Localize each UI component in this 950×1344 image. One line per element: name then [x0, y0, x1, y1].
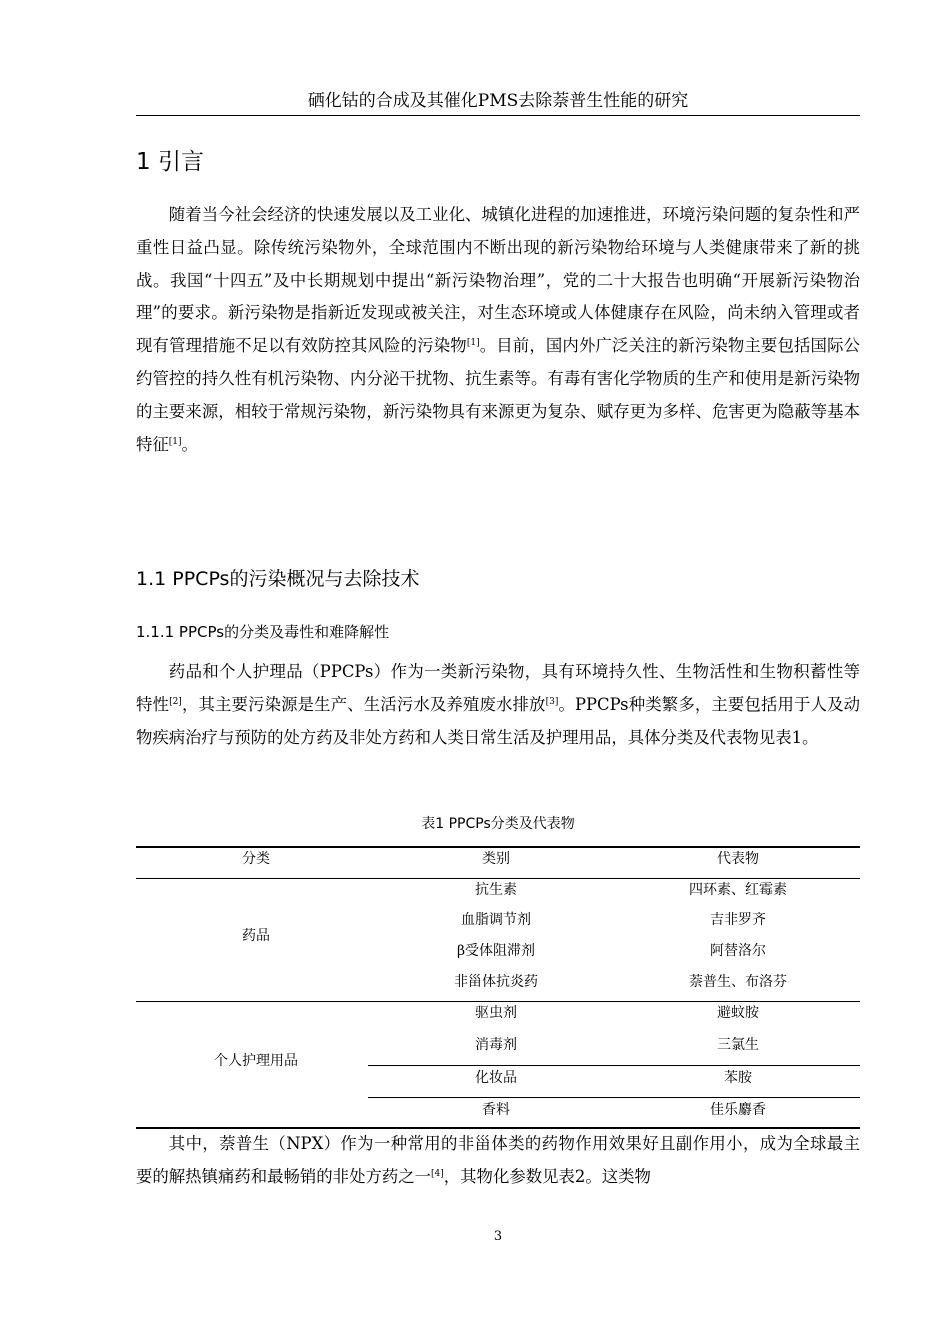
table-cell: 阿替洛尔 [710, 943, 766, 959]
ppcps-classification-table [136, 846, 860, 1128]
page-number: 3 [493, 1229, 503, 1244]
table-header-cell: 代表物 [717, 851, 759, 867]
table-cell: β受体阻滞剂 [456, 943, 536, 959]
table-cell: 萘普生、布洛芬 [689, 974, 787, 990]
section-heading-ppcps-overview: 1.1 PPCPs的污染概况与去除技术 [136, 568, 420, 590]
intro-text-2: 。目前，国内外广泛关注的新污染物主要包括国际公约管控的持久性有机污染物、内分泌干扰物、抗生素等。有毒有害化学物质的生产和使用是新污染物的主要来源，相较于常规污染物，新污染物具有来源更为复杂、赋存更为多样、危害更为隐蔽等基本特征 [136, 336, 861, 454]
ppcps-text-2: ，其主要污染源是生产、生活污水及养殖废水排放 [181, 694, 546, 714]
table-group-rule [136, 1001, 860, 1002]
table-cell: 吉非罗齐 [710, 912, 766, 928]
intro-text-3: 。 [181, 434, 198, 454]
table-caption: 表1 PPCPs分类及代表物 [421, 816, 575, 832]
table-group-label: 药品 [242, 928, 270, 944]
table-cell: 苯胺 [724, 1070, 752, 1086]
section-heading-introduction: 1 引言 [136, 149, 204, 175]
intro-paragraph [136, 199, 860, 461]
intro-text-1: 随着当今社会经济的快速发展以及工业化、城镇化进程的加速推进，环境污染问题的复杂性和严重性日益凸显。除传统污染物外，全球范围内不断出现的新污染物给环境与人类健康带来了新的挑战。我国“十四五”及中长期规划中提出“新污染物治理”，党的二十大报告也明确“开展新污染物治理”的要求。新污染物是指新近发现或被关注，对生态环境或人体健康存在风险，尚未纳入管理或者现有管理措施不足以有效防控其风险的污染物 [136, 205, 860, 356]
table-subgroup-rule [368, 1065, 860, 1066]
table-cell: 佳乐麝香 [710, 1102, 766, 1118]
table-cell: 四环素、红霉素 [689, 882, 787, 898]
table-header-cell: 类别 [482, 851, 510, 867]
table-header-cell: 分类 [242, 851, 270, 867]
table-cell: 避蚊胺 [717, 1005, 759, 1021]
subsection-heading-ppcps-classification: 1.1.1 PPCPs的分类及毒性和难降解性 [136, 623, 390, 641]
citation-ref: [2] [169, 696, 182, 707]
table-cell: 化妆品 [475, 1070, 517, 1086]
ppcps-text-3: 。PPCPs种类繁多，主要包括用于人及动物疾病治疗与预防的处方药及非处方药和人类日常生活及护理用品，具体分类及代表物见表1。 [136, 694, 860, 747]
table-top-rule [136, 846, 860, 848]
naproxen-text-2: ，其物化参数见表2。这类物 [443, 1166, 651, 1186]
running-header: 硒化钴的合成及其催化PMS去除萘普生性能的研究 [307, 91, 689, 111]
table-group-label: 个人护理用品 [214, 1053, 298, 1069]
naproxen-text-1: 其中，萘普生（NPX）作为一种常用的非甾体类的药物作用效果好且副作用小，成为全球最主要的解热镇痛药和最畅销的非处方药之一 [136, 1134, 860, 1186]
header-rule [136, 115, 860, 116]
ppcps-paragraph [136, 656, 860, 754]
citation-ref: [3] [545, 696, 559, 707]
table-cell: 三氯生 [717, 1037, 759, 1053]
table-cell: 抗生素 [475, 882, 517, 898]
table-cell: 非甾体抗炎药 [454, 974, 538, 990]
table-header-rule [136, 878, 860, 879]
citation-ref: [1] [466, 338, 480, 349]
table-cell: 驱虫剂 [475, 1005, 517, 1021]
table-cell: 消毒剂 [475, 1037, 517, 1053]
ppcps-text-1: 药品和个人护理品（PPCPs）作为一类新污染物，具有环境持久性、生物活性和生物积蓄性等特性 [136, 662, 860, 714]
citation-ref: [4] [431, 1168, 444, 1179]
citation-ref: [1] [168, 436, 182, 447]
table-cell: 血脂调节剂 [461, 912, 531, 928]
table-subgroup-rule [368, 1097, 860, 1098]
naproxen-paragraph [136, 1128, 860, 1194]
table-cell: 香料 [482, 1102, 510, 1118]
